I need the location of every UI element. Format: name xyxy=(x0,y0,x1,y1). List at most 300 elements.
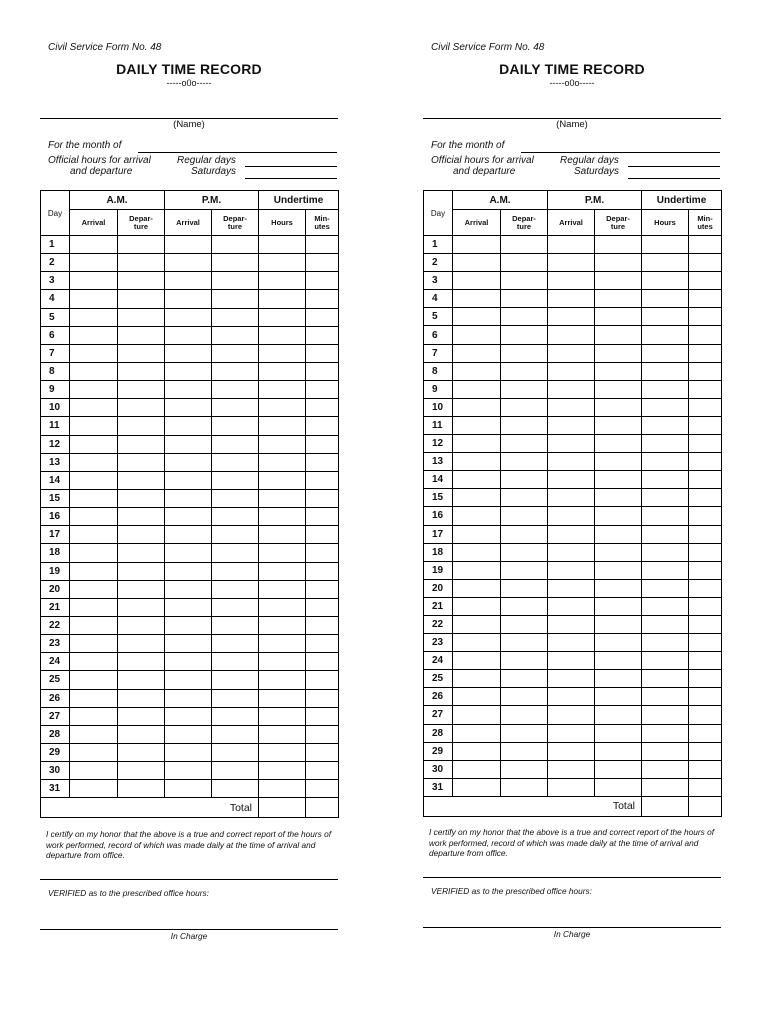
undertime-hours-cell[interactable] xyxy=(259,453,306,471)
am-departure-cell[interactable] xyxy=(118,308,165,326)
am-departure-cell[interactable] xyxy=(118,725,165,743)
am-arrival-cell[interactable] xyxy=(70,635,118,653)
pm-departure-cell[interactable] xyxy=(595,670,642,688)
am-arrival-cell[interactable] xyxy=(70,762,118,780)
pm-arrival-cell[interactable] xyxy=(165,743,212,761)
undertime-minutes-cell[interactable] xyxy=(689,254,722,272)
undertime-hours-cell[interactable] xyxy=(259,236,306,254)
pm-arrival-cell[interactable] xyxy=(548,670,595,688)
am-departure-cell[interactable] xyxy=(118,290,165,308)
pm-departure-cell[interactable] xyxy=(595,435,642,453)
am-departure-cell[interactable] xyxy=(501,290,548,308)
am-departure-cell[interactable] xyxy=(501,742,548,760)
pm-arrival-cell[interactable] xyxy=(548,543,595,561)
pm-departure-cell[interactable] xyxy=(212,453,259,471)
pm-departure-cell[interactable] xyxy=(212,616,259,634)
pm-arrival-cell[interactable] xyxy=(548,398,595,416)
pm-departure-cell[interactable] xyxy=(212,562,259,580)
undertime-hours-cell[interactable] xyxy=(259,544,306,562)
am-departure-cell[interactable] xyxy=(118,272,165,290)
pm-departure-cell[interactable] xyxy=(595,724,642,742)
am-arrival-cell[interactable] xyxy=(453,652,501,670)
am-arrival-cell[interactable] xyxy=(70,689,118,707)
am-arrival-cell[interactable] xyxy=(453,670,501,688)
pm-arrival-cell[interactable] xyxy=(165,508,212,526)
pm-departure-cell[interactable] xyxy=(212,544,259,562)
pm-departure-cell[interactable] xyxy=(212,344,259,362)
total-hours-cell[interactable] xyxy=(642,796,689,816)
am-departure-cell[interactable] xyxy=(118,344,165,362)
am-arrival-cell[interactable] xyxy=(70,272,118,290)
pm-arrival-cell[interactable] xyxy=(165,725,212,743)
pm-arrival-cell[interactable] xyxy=(548,290,595,308)
pm-departure-cell[interactable] xyxy=(212,290,259,308)
am-arrival-cell[interactable] xyxy=(70,236,118,254)
pm-departure-cell[interactable] xyxy=(595,652,642,670)
undertime-hours-cell[interactable] xyxy=(642,471,689,489)
pm-arrival-cell[interactable] xyxy=(548,254,595,272)
undertime-minutes-cell[interactable] xyxy=(689,670,722,688)
pm-arrival-cell[interactable] xyxy=(548,634,595,652)
undertime-minutes-cell[interactable] xyxy=(689,760,722,778)
am-arrival-cell[interactable] xyxy=(70,326,118,344)
am-arrival-cell[interactable] xyxy=(70,671,118,689)
pm-departure-cell[interactable] xyxy=(212,435,259,453)
undertime-minutes-cell[interactable] xyxy=(306,453,339,471)
undertime-minutes-cell[interactable] xyxy=(689,290,722,308)
am-arrival-cell[interactable] xyxy=(70,344,118,362)
pm-departure-cell[interactable] xyxy=(212,272,259,290)
pm-departure-cell[interactable] xyxy=(595,380,642,398)
am-departure-cell[interactable] xyxy=(501,344,548,362)
in-charge-signature-line[interactable] xyxy=(423,927,721,928)
pm-arrival-cell[interactable] xyxy=(548,525,595,543)
undertime-hours-cell[interactable] xyxy=(642,561,689,579)
am-departure-cell[interactable] xyxy=(118,653,165,671)
undertime-minutes-cell[interactable] xyxy=(306,780,339,798)
pm-arrival-cell[interactable] xyxy=(548,380,595,398)
pm-departure-cell[interactable] xyxy=(212,362,259,380)
undertime-hours-cell[interactable] xyxy=(642,416,689,434)
am-departure-cell[interactable] xyxy=(118,762,165,780)
undertime-hours-cell[interactable] xyxy=(259,326,306,344)
am-arrival-cell[interactable] xyxy=(70,526,118,544)
undertime-minutes-cell[interactable] xyxy=(306,707,339,725)
am-arrival-cell[interactable] xyxy=(70,707,118,725)
undertime-hours-cell[interactable] xyxy=(642,742,689,760)
undertime-hours-cell[interactable] xyxy=(259,562,306,580)
undertime-minutes-cell[interactable] xyxy=(689,724,722,742)
undertime-minutes-cell[interactable] xyxy=(306,254,339,272)
undertime-minutes-cell[interactable] xyxy=(689,778,722,796)
undertime-hours-cell[interactable] xyxy=(642,290,689,308)
regular-days-field[interactable] xyxy=(245,166,337,167)
am-arrival-cell[interactable] xyxy=(70,598,118,616)
undertime-hours-cell[interactable] xyxy=(259,508,306,526)
undertime-hours-cell[interactable] xyxy=(259,254,306,272)
am-arrival-cell[interactable] xyxy=(70,254,118,272)
undertime-minutes-cell[interactable] xyxy=(689,615,722,633)
undertime-hours-cell[interactable] xyxy=(259,272,306,290)
pm-departure-cell[interactable] xyxy=(595,561,642,579)
pm-arrival-cell[interactable] xyxy=(548,778,595,796)
undertime-hours-cell[interactable] xyxy=(642,778,689,796)
pm-arrival-cell[interactable] xyxy=(165,471,212,489)
am-arrival-cell[interactable] xyxy=(453,435,501,453)
pm-departure-cell[interactable] xyxy=(212,743,259,761)
am-arrival-cell[interactable] xyxy=(453,688,501,706)
am-departure-cell[interactable] xyxy=(118,707,165,725)
pm-departure-cell[interactable] xyxy=(595,254,642,272)
am-arrival-cell[interactable] xyxy=(70,489,118,507)
am-departure-cell[interactable] xyxy=(501,615,548,633)
pm-departure-cell[interactable] xyxy=(212,471,259,489)
am-arrival-cell[interactable] xyxy=(453,724,501,742)
pm-arrival-cell[interactable] xyxy=(548,416,595,434)
pm-departure-cell[interactable] xyxy=(595,290,642,308)
undertime-hours-cell[interactable] xyxy=(642,634,689,652)
undertime-minutes-cell[interactable] xyxy=(306,526,339,544)
pm-departure-cell[interactable] xyxy=(212,308,259,326)
pm-departure-cell[interactable] xyxy=(595,308,642,326)
undertime-hours-cell[interactable] xyxy=(642,652,689,670)
am-arrival-cell[interactable] xyxy=(453,236,501,254)
undertime-minutes-cell[interactable] xyxy=(306,562,339,580)
undertime-hours-cell[interactable] xyxy=(642,507,689,525)
undertime-hours-cell[interactable] xyxy=(642,489,689,507)
am-departure-cell[interactable] xyxy=(118,598,165,616)
undertime-minutes-cell[interactable] xyxy=(689,543,722,561)
am-departure-cell[interactable] xyxy=(118,743,165,761)
undertime-minutes-cell[interactable] xyxy=(689,742,722,760)
employee-signature-line[interactable] xyxy=(40,879,338,880)
pm-departure-cell[interactable] xyxy=(595,634,642,652)
undertime-hours-cell[interactable] xyxy=(642,398,689,416)
am-departure-cell[interactable] xyxy=(501,416,548,434)
total-minutes-cell[interactable] xyxy=(689,796,722,816)
undertime-minutes-cell[interactable] xyxy=(306,616,339,634)
undertime-hours-cell[interactable] xyxy=(259,471,306,489)
am-departure-cell[interactable] xyxy=(118,689,165,707)
undertime-minutes-cell[interactable] xyxy=(689,525,722,543)
undertime-hours-cell[interactable] xyxy=(642,615,689,633)
pm-departure-cell[interactable] xyxy=(212,598,259,616)
undertime-minutes-cell[interactable] xyxy=(306,236,339,254)
undertime-minutes-cell[interactable] xyxy=(689,489,722,507)
undertime-hours-cell[interactable] xyxy=(642,272,689,290)
am-departure-cell[interactable] xyxy=(501,634,548,652)
pm-departure-cell[interactable] xyxy=(212,762,259,780)
undertime-minutes-cell[interactable] xyxy=(306,671,339,689)
pm-arrival-cell[interactable] xyxy=(548,272,595,290)
pm-departure-cell[interactable] xyxy=(595,688,642,706)
pm-departure-cell[interactable] xyxy=(595,507,642,525)
am-departure-cell[interactable] xyxy=(501,525,548,543)
undertime-hours-cell[interactable] xyxy=(259,417,306,435)
am-arrival-cell[interactable] xyxy=(70,362,118,380)
am-departure-cell[interactable] xyxy=(118,562,165,580)
undertime-hours-cell[interactable] xyxy=(259,671,306,689)
undertime-minutes-cell[interactable] xyxy=(306,489,339,507)
undertime-minutes-cell[interactable] xyxy=(689,308,722,326)
am-arrival-cell[interactable] xyxy=(453,471,501,489)
pm-arrival-cell[interactable] xyxy=(165,780,212,798)
undertime-minutes-cell[interactable] xyxy=(306,725,339,743)
undertime-minutes-cell[interactable] xyxy=(306,381,339,399)
undertime-minutes-cell[interactable] xyxy=(689,453,722,471)
pm-departure-cell[interactable] xyxy=(595,326,642,344)
undertime-hours-cell[interactable] xyxy=(642,362,689,380)
undertime-hours-cell[interactable] xyxy=(642,308,689,326)
am-departure-cell[interactable] xyxy=(501,688,548,706)
am-departure-cell[interactable] xyxy=(118,671,165,689)
am-arrival-cell[interactable] xyxy=(453,760,501,778)
undertime-minutes-cell[interactable] xyxy=(689,507,722,525)
am-departure-cell[interactable] xyxy=(501,435,548,453)
undertime-minutes-cell[interactable] xyxy=(306,471,339,489)
saturdays-field[interactable] xyxy=(245,178,337,179)
undertime-minutes-cell[interactable] xyxy=(689,579,722,597)
undertime-hours-cell[interactable] xyxy=(259,308,306,326)
pm-arrival-cell[interactable] xyxy=(165,671,212,689)
am-departure-cell[interactable] xyxy=(118,435,165,453)
undertime-hours-cell[interactable] xyxy=(259,689,306,707)
am-arrival-cell[interactable] xyxy=(70,290,118,308)
pm-departure-cell[interactable] xyxy=(212,689,259,707)
undertime-hours-cell[interactable] xyxy=(259,362,306,380)
undertime-hours-cell[interactable] xyxy=(259,489,306,507)
am-arrival-cell[interactable] xyxy=(453,380,501,398)
undertime-minutes-cell[interactable] xyxy=(306,762,339,780)
am-arrival-cell[interactable] xyxy=(453,634,501,652)
undertime-hours-cell[interactable] xyxy=(642,688,689,706)
undertime-hours-cell[interactable] xyxy=(259,780,306,798)
pm-departure-cell[interactable] xyxy=(212,417,259,435)
pm-departure-cell[interactable] xyxy=(212,399,259,417)
pm-arrival-cell[interactable] xyxy=(165,526,212,544)
undertime-hours-cell[interactable] xyxy=(642,706,689,724)
pm-departure-cell[interactable] xyxy=(595,760,642,778)
pm-arrival-cell[interactable] xyxy=(548,471,595,489)
am-arrival-cell[interactable] xyxy=(70,381,118,399)
pm-departure-cell[interactable] xyxy=(595,525,642,543)
am-departure-cell[interactable] xyxy=(118,471,165,489)
am-arrival-cell[interactable] xyxy=(70,435,118,453)
undertime-hours-cell[interactable] xyxy=(642,435,689,453)
undertime-hours-cell[interactable] xyxy=(642,254,689,272)
month-field[interactable] xyxy=(138,152,337,153)
undertime-hours-cell[interactable] xyxy=(259,344,306,362)
undertime-hours-cell[interactable] xyxy=(642,579,689,597)
am-arrival-cell[interactable] xyxy=(453,308,501,326)
undertime-hours-cell[interactable] xyxy=(259,526,306,544)
am-arrival-cell[interactable] xyxy=(453,362,501,380)
am-departure-cell[interactable] xyxy=(501,453,548,471)
am-arrival-cell[interactable] xyxy=(453,453,501,471)
am-departure-cell[interactable] xyxy=(118,635,165,653)
am-departure-cell[interactable] xyxy=(501,471,548,489)
pm-arrival-cell[interactable] xyxy=(548,688,595,706)
pm-arrival-cell[interactable] xyxy=(165,562,212,580)
pm-arrival-cell[interactable] xyxy=(165,598,212,616)
am-arrival-cell[interactable] xyxy=(70,453,118,471)
undertime-minutes-cell[interactable] xyxy=(689,362,722,380)
undertime-minutes-cell[interactable] xyxy=(689,416,722,434)
undertime-minutes-cell[interactable] xyxy=(306,743,339,761)
pm-arrival-cell[interactable] xyxy=(165,254,212,272)
pm-arrival-cell[interactable] xyxy=(165,290,212,308)
am-arrival-cell[interactable] xyxy=(70,580,118,598)
am-departure-cell[interactable] xyxy=(501,597,548,615)
am-arrival-cell[interactable] xyxy=(70,399,118,417)
undertime-minutes-cell[interactable] xyxy=(306,508,339,526)
pm-departure-cell[interactable] xyxy=(595,398,642,416)
am-arrival-cell[interactable] xyxy=(70,725,118,743)
am-departure-cell[interactable] xyxy=(501,760,548,778)
am-departure-cell[interactable] xyxy=(118,254,165,272)
pm-departure-cell[interactable] xyxy=(595,742,642,760)
am-arrival-cell[interactable] xyxy=(453,561,501,579)
pm-arrival-cell[interactable] xyxy=(165,399,212,417)
undertime-minutes-cell[interactable] xyxy=(689,272,722,290)
undertime-hours-cell[interactable] xyxy=(259,381,306,399)
pm-arrival-cell[interactable] xyxy=(165,326,212,344)
am-arrival-cell[interactable] xyxy=(453,344,501,362)
undertime-hours-cell[interactable] xyxy=(642,344,689,362)
pm-arrival-cell[interactable] xyxy=(165,344,212,362)
am-departure-cell[interactable] xyxy=(501,489,548,507)
am-departure-cell[interactable] xyxy=(501,272,548,290)
am-arrival-cell[interactable] xyxy=(453,272,501,290)
pm-arrival-cell[interactable] xyxy=(548,435,595,453)
undertime-hours-cell[interactable] xyxy=(259,598,306,616)
am-arrival-cell[interactable] xyxy=(453,507,501,525)
pm-departure-cell[interactable] xyxy=(212,526,259,544)
am-arrival-cell[interactable] xyxy=(453,489,501,507)
am-departure-cell[interactable] xyxy=(118,362,165,380)
undertime-minutes-cell[interactable] xyxy=(306,635,339,653)
pm-departure-cell[interactable] xyxy=(212,653,259,671)
pm-arrival-cell[interactable] xyxy=(548,652,595,670)
pm-departure-cell[interactable] xyxy=(212,707,259,725)
pm-arrival-cell[interactable] xyxy=(165,362,212,380)
undertime-minutes-cell[interactable] xyxy=(306,272,339,290)
pm-departure-cell[interactable] xyxy=(212,254,259,272)
am-departure-cell[interactable] xyxy=(118,489,165,507)
undertime-minutes-cell[interactable] xyxy=(306,290,339,308)
pm-arrival-cell[interactable] xyxy=(165,453,212,471)
total-hours-cell[interactable] xyxy=(259,798,306,818)
pm-departure-cell[interactable] xyxy=(595,471,642,489)
am-departure-cell[interactable] xyxy=(118,326,165,344)
pm-arrival-cell[interactable] xyxy=(165,616,212,634)
am-departure-cell[interactable] xyxy=(501,543,548,561)
undertime-minutes-cell[interactable] xyxy=(306,689,339,707)
pm-departure-cell[interactable] xyxy=(212,381,259,399)
am-arrival-cell[interactable] xyxy=(453,706,501,724)
undertime-minutes-cell[interactable] xyxy=(689,380,722,398)
am-arrival-cell[interactable] xyxy=(70,508,118,526)
pm-departure-cell[interactable] xyxy=(212,725,259,743)
am-departure-cell[interactable] xyxy=(501,254,548,272)
am-departure-cell[interactable] xyxy=(501,236,548,254)
am-departure-cell[interactable] xyxy=(501,579,548,597)
undertime-minutes-cell[interactable] xyxy=(306,580,339,598)
pm-arrival-cell[interactable] xyxy=(165,635,212,653)
undertime-hours-cell[interactable] xyxy=(259,435,306,453)
pm-departure-cell[interactable] xyxy=(595,706,642,724)
am-departure-cell[interactable] xyxy=(118,526,165,544)
am-arrival-cell[interactable] xyxy=(453,778,501,796)
undertime-hours-cell[interactable] xyxy=(259,653,306,671)
undertime-hours-cell[interactable] xyxy=(259,580,306,598)
pm-departure-cell[interactable] xyxy=(595,778,642,796)
undertime-hours-cell[interactable] xyxy=(642,760,689,778)
am-departure-cell[interactable] xyxy=(118,453,165,471)
am-departure-cell[interactable] xyxy=(501,507,548,525)
pm-arrival-cell[interactable] xyxy=(165,653,212,671)
pm-arrival-cell[interactable] xyxy=(548,742,595,760)
pm-departure-cell[interactable] xyxy=(595,597,642,615)
am-arrival-cell[interactable] xyxy=(453,579,501,597)
pm-departure-cell[interactable] xyxy=(595,615,642,633)
am-departure-cell[interactable] xyxy=(501,652,548,670)
undertime-hours-cell[interactable] xyxy=(259,743,306,761)
am-departure-cell[interactable] xyxy=(118,417,165,435)
pm-departure-cell[interactable] xyxy=(595,236,642,254)
pm-arrival-cell[interactable] xyxy=(165,544,212,562)
undertime-minutes-cell[interactable] xyxy=(689,706,722,724)
am-departure-cell[interactable] xyxy=(118,508,165,526)
pm-arrival-cell[interactable] xyxy=(548,597,595,615)
undertime-hours-cell[interactable] xyxy=(259,616,306,634)
undertime-minutes-cell[interactable] xyxy=(306,544,339,562)
undertime-hours-cell[interactable] xyxy=(642,525,689,543)
pm-arrival-cell[interactable] xyxy=(165,707,212,725)
in-charge-signature-line[interactable] xyxy=(40,929,338,930)
pm-departure-cell[interactable] xyxy=(595,362,642,380)
pm-arrival-cell[interactable] xyxy=(165,580,212,598)
am-departure-cell[interactable] xyxy=(118,580,165,598)
saturdays-field[interactable] xyxy=(628,178,720,179)
am-departure-cell[interactable] xyxy=(501,362,548,380)
pm-arrival-cell[interactable] xyxy=(548,308,595,326)
undertime-minutes-cell[interactable] xyxy=(689,471,722,489)
pm-departure-cell[interactable] xyxy=(212,780,259,798)
undertime-minutes-cell[interactable] xyxy=(306,417,339,435)
undertime-hours-cell[interactable] xyxy=(259,635,306,653)
pm-arrival-cell[interactable] xyxy=(548,561,595,579)
am-arrival-cell[interactable] xyxy=(70,544,118,562)
pm-arrival-cell[interactable] xyxy=(165,435,212,453)
pm-departure-cell[interactable] xyxy=(595,489,642,507)
undertime-minutes-cell[interactable] xyxy=(306,399,339,417)
pm-arrival-cell[interactable] xyxy=(548,579,595,597)
am-departure-cell[interactable] xyxy=(118,399,165,417)
am-departure-cell[interactable] xyxy=(501,561,548,579)
pm-departure-cell[interactable] xyxy=(595,543,642,561)
pm-arrival-cell[interactable] xyxy=(548,507,595,525)
am-arrival-cell[interactable] xyxy=(70,417,118,435)
am-arrival-cell[interactable] xyxy=(453,254,501,272)
am-arrival-cell[interactable] xyxy=(70,308,118,326)
undertime-minutes-cell[interactable] xyxy=(689,561,722,579)
undertime-minutes-cell[interactable] xyxy=(689,236,722,254)
undertime-minutes-cell[interactable] xyxy=(689,398,722,416)
am-departure-cell[interactable] xyxy=(501,308,548,326)
pm-departure-cell[interactable] xyxy=(212,489,259,507)
am-departure-cell[interactable] xyxy=(501,706,548,724)
